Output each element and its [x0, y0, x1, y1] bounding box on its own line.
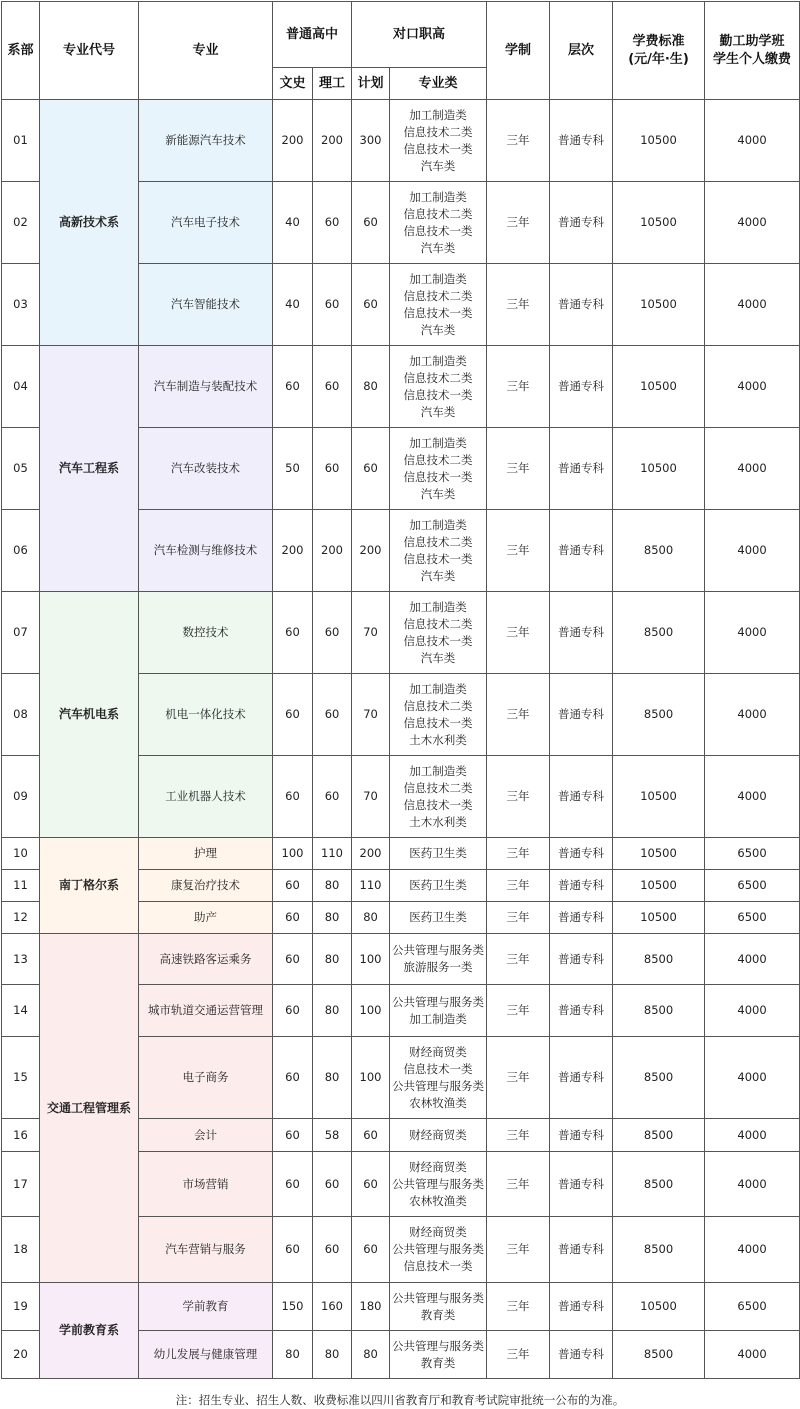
row-categories	[390, 346, 487, 428]
row-categories	[390, 182, 487, 264]
row-duration: 三年	[487, 182, 550, 264]
category-item: 信息技术二类	[403, 370, 473, 385]
row-categories	[390, 1152, 487, 1217]
row-duration: 三年	[487, 428, 550, 510]
row-level: 普通专科	[550, 510, 613, 592]
row-major: 助产	[139, 902, 273, 934]
row-categories	[390, 1331, 487, 1379]
row-categories	[390, 1283, 487, 1331]
row-fee: 8500	[613, 674, 705, 756]
row-ligong: 60	[313, 264, 352, 346]
row-work-fee: 4000	[705, 674, 800, 756]
row-ligong: 80	[313, 934, 352, 985]
row-work-fee: 6500	[705, 902, 800, 934]
row-fee: 8500	[613, 1331, 705, 1379]
row-work-fee: 4000	[705, 985, 800, 1037]
row-fee: 8500	[613, 1152, 705, 1217]
row-plan: 100	[352, 1037, 390, 1119]
category-item: 加工制造类	[409, 599, 467, 614]
row-work-fee: 4000	[705, 100, 800, 182]
row-fee: 8500	[613, 1119, 705, 1152]
category-item: 信息技术一类	[403, 305, 473, 320]
row-work-fee: 6500	[705, 870, 800, 902]
category-item: 汽车类	[420, 486, 456, 501]
row-plan: 70	[352, 756, 390, 838]
row-duration: 三年	[487, 985, 550, 1037]
row-code: 17	[2, 1152, 40, 1217]
row-plan: 60	[352, 1217, 390, 1283]
row-fee: 10500	[613, 756, 705, 838]
row-duration: 三年	[487, 264, 550, 346]
row-duration: 三年	[487, 346, 550, 428]
row-plan: 60	[352, 264, 390, 346]
row-work-fee: 4000	[705, 510, 800, 592]
row-wenshi: 200	[273, 510, 313, 592]
row-code: 09	[2, 756, 40, 838]
row-level: 普通专科	[550, 1152, 613, 1217]
row-fee: 8500	[613, 1037, 705, 1119]
row-ligong: 80	[313, 1331, 352, 1379]
row-work-fee: 4000	[705, 1152, 800, 1217]
table-row	[2, 100, 800, 182]
category-item: 信息技术一类	[403, 1259, 473, 1273]
category-item: 信息技术一类	[403, 551, 473, 566]
header-level: 层次	[550, 2, 613, 100]
row-code: 08	[2, 674, 40, 756]
row-fee: 8500	[613, 1217, 705, 1283]
row-code: 03	[2, 264, 40, 346]
category-item: 信息技术二类	[403, 534, 473, 549]
category-item: 公共管理与服务类	[392, 1242, 485, 1256]
row-duration: 三年	[487, 1217, 550, 1283]
category-item: 信息技术二类	[403, 124, 473, 139]
row-fee: 8500	[613, 510, 705, 592]
row-level: 普通专科	[550, 182, 613, 264]
row-fee: 10500	[613, 100, 705, 182]
row-fee: 10500	[613, 902, 705, 934]
row-duration: 三年	[487, 1283, 550, 1331]
header-ligong: 理工	[313, 68, 352, 100]
row-code: 16	[2, 1119, 40, 1152]
header-work-fee	[705, 2, 800, 100]
row-ligong: 200	[313, 510, 352, 592]
row-wenshi: 60	[273, 934, 313, 985]
row-plan: 60	[352, 1119, 390, 1152]
category-item: 旅游服务一类	[403, 960, 473, 974]
category-item: 汽车类	[420, 568, 456, 583]
row-ligong: 60	[313, 428, 352, 510]
row-plan: 100	[352, 934, 390, 985]
row-fee: 10500	[613, 428, 705, 510]
category-item: 农林牧渔类	[409, 1193, 467, 1208]
row-duration: 三年	[487, 902, 550, 934]
row-code: 19	[2, 1283, 40, 1331]
row-code: 18	[2, 1217, 40, 1283]
row-ligong: 80	[313, 870, 352, 902]
row-major: 学前教育	[139, 1283, 273, 1331]
row-code: 20	[2, 1331, 40, 1379]
row-major: 机电一体化技术	[139, 674, 273, 756]
row-duration: 三年	[487, 674, 550, 756]
row-fee: 8500	[613, 985, 705, 1037]
row-major: 幼儿发展与健康管理	[139, 1331, 273, 1379]
category-item: 加工制造类	[409, 271, 467, 286]
category-item: 汽车类	[420, 404, 456, 419]
row-wenshi: 150	[273, 1283, 313, 1331]
row-level: 普通专科	[550, 100, 613, 182]
category-item: 财经商贸类	[409, 1225, 467, 1239]
category-item: 公共管理与服务类	[392, 1078, 485, 1093]
row-code: 14	[2, 985, 40, 1037]
row-wenshi: 60	[273, 674, 313, 756]
row-level: 普通专科	[550, 838, 613, 870]
category-item: 财经商贸类	[409, 1127, 467, 1142]
row-wenshi: 50	[273, 428, 313, 510]
header-code: 专业代号	[40, 2, 139, 100]
header-fee-line1: 学费标准	[632, 33, 685, 49]
row-wenshi: 60	[273, 346, 313, 428]
row-fee: 8500	[613, 592, 705, 674]
dept-cell: 南丁格尔系	[40, 838, 139, 934]
footnote: 注：招生专业、招生人数、收费标准以四川省教育厅和教育考试院审批统一公布的为准。	[175, 1393, 625, 1407]
row-plan: 60	[352, 1152, 390, 1217]
row-categories	[390, 985, 487, 1037]
table-row	[2, 1283, 800, 1331]
header-duration: 学制	[487, 2, 550, 100]
row-code: 11	[2, 870, 40, 902]
row-work-fee: 4000	[705, 1119, 800, 1152]
row-major: 汽车智能技术	[139, 264, 273, 346]
category-item: 汽车类	[420, 650, 456, 665]
row-major: 新能源汽车技术	[139, 100, 273, 182]
row-major: 电子商务	[139, 1037, 273, 1119]
row-categories	[390, 100, 487, 182]
row-fee: 10500	[613, 264, 705, 346]
row-duration: 三年	[487, 838, 550, 870]
row-fee: 8500	[613, 934, 705, 985]
row-work-fee: 6500	[705, 1283, 800, 1331]
category-item: 信息技术一类	[403, 141, 473, 156]
row-plan: 300	[352, 100, 390, 182]
row-categories	[390, 510, 487, 592]
row-plan: 80	[352, 346, 390, 428]
row-categories	[390, 1037, 487, 1119]
row-wenshi: 60	[273, 592, 313, 674]
row-categories	[390, 1217, 487, 1283]
category-item: 汽车类	[420, 158, 456, 173]
row-work-fee: 4000	[705, 1037, 800, 1119]
category-item: 加工制造类	[409, 681, 467, 696]
row-categories	[390, 838, 487, 870]
row-wenshi: 60	[273, 870, 313, 902]
row-code: 01	[2, 100, 40, 182]
row-code: 12	[2, 902, 40, 934]
row-wenshi: 40	[273, 264, 313, 346]
row-work-fee: 4000	[705, 264, 800, 346]
row-work-fee: 4000	[705, 592, 800, 674]
row-major: 城市轨道交通运营管理	[139, 985, 273, 1037]
row-categories	[390, 592, 487, 674]
category-item: 公共管理与服务类	[392, 1176, 485, 1191]
category-item: 信息技术一类	[403, 1061, 473, 1076]
row-ligong: 60	[313, 1152, 352, 1217]
row-categories	[390, 934, 487, 985]
row-level: 普通专科	[550, 870, 613, 902]
row-duration: 三年	[487, 1331, 550, 1379]
row-duration: 三年	[487, 756, 550, 838]
dept-cell: 交通工程管理系	[40, 934, 139, 1283]
row-level: 普通专科	[550, 1331, 613, 1379]
row-major: 汽车检测与维修技术	[139, 510, 273, 592]
row-work-fee: 4000	[705, 346, 800, 428]
row-categories	[390, 756, 487, 838]
header-wenshi: 文史	[273, 68, 313, 100]
dept-cell: 汽车工程系	[40, 346, 139, 592]
category-item: 公共管理与服务类	[392, 943, 485, 957]
header-vocational: 对口职高	[352, 2, 487, 68]
dept-cell: 学前教育系	[40, 1283, 139, 1379]
row-major: 护理	[139, 838, 273, 870]
row-ligong: 110	[313, 838, 352, 870]
row-categories	[390, 674, 487, 756]
row-work-fee: 4000	[705, 428, 800, 510]
row-categories	[390, 1119, 487, 1152]
category-item: 信息技术一类	[403, 715, 473, 730]
dept-cell: 高新技术系	[40, 100, 139, 346]
row-major: 高速铁路客运乘务	[139, 934, 273, 985]
header-category: 专业类	[390, 68, 487, 100]
row-major: 会计	[139, 1119, 273, 1152]
row-code: 07	[2, 592, 40, 674]
category-item: 信息技术一类	[403, 469, 473, 484]
row-fee: 10500	[613, 870, 705, 902]
row-wenshi: 60	[273, 1119, 313, 1152]
header-major: 专业	[139, 2, 273, 100]
table-row	[2, 346, 800, 428]
row-plan: 110	[352, 870, 390, 902]
category-item: 农林牧渔类	[409, 1095, 467, 1110]
row-plan: 60	[352, 428, 390, 510]
row-duration: 三年	[487, 592, 550, 674]
row-level: 普通专科	[550, 1037, 613, 1119]
table-row	[2, 838, 800, 870]
category-item: 医药卫生类	[409, 846, 467, 860]
row-code: 13	[2, 934, 40, 985]
header-work-line2: 学生个人缴费	[713, 51, 792, 67]
row-major: 汽车改装技术	[139, 428, 273, 510]
row-ligong: 60	[313, 346, 352, 428]
row-ligong: 60	[313, 1217, 352, 1283]
row-fee: 10500	[613, 346, 705, 428]
enrollment-table	[1, 1, 800, 1379]
category-item: 信息技术一类	[403, 387, 473, 402]
category-item: 信息技术二类	[403, 780, 473, 795]
category-item: 信息技术二类	[403, 288, 473, 303]
category-item: 公共管理与服务类	[392, 994, 485, 1009]
row-code: 05	[2, 428, 40, 510]
row-ligong: 58	[313, 1119, 352, 1152]
category-item: 公共管理与服务类	[392, 1290, 485, 1305]
row-major: 康复治疗技术	[139, 870, 273, 902]
category-item: 信息技术二类	[403, 698, 473, 713]
row-ligong: 60	[313, 756, 352, 838]
category-item: 教育类	[420, 1355, 456, 1370]
row-level: 普通专科	[550, 346, 613, 428]
row-level: 普通专科	[550, 934, 613, 985]
row-fee: 10500	[613, 182, 705, 264]
row-wenshi: 60	[273, 1037, 313, 1119]
row-ligong: 60	[313, 182, 352, 264]
category-item: 财经商贸类	[409, 1159, 467, 1174]
row-code: 02	[2, 182, 40, 264]
row-level: 普通专科	[550, 592, 613, 674]
table-row	[2, 934, 800, 985]
row-work-fee: 6500	[705, 838, 800, 870]
row-duration: 三年	[487, 934, 550, 985]
row-ligong: 60	[313, 674, 352, 756]
header-plan: 计划	[352, 68, 390, 100]
category-item: 财经商贸类	[409, 1044, 467, 1059]
row-plan: 200	[352, 838, 390, 870]
row-major: 汽车电子技术	[139, 182, 273, 264]
row-categories	[390, 870, 487, 902]
row-categories	[390, 902, 487, 934]
row-level: 普通专科	[550, 902, 613, 934]
row-level: 普通专科	[550, 264, 613, 346]
category-item: 加工制造类	[409, 107, 467, 122]
row-categories	[390, 264, 487, 346]
row-code: 06	[2, 510, 40, 592]
table-row	[2, 592, 800, 674]
header-work-line1: 勤工助学班	[719, 33, 785, 49]
row-wenshi: 80	[273, 1331, 313, 1379]
row-level: 普通专科	[550, 985, 613, 1037]
row-wenshi: 100	[273, 838, 313, 870]
row-plan: 70	[352, 592, 390, 674]
row-major: 工业机器人技术	[139, 756, 273, 838]
row-wenshi: 60	[273, 902, 313, 934]
category-item: 信息技术二类	[403, 616, 473, 631]
header-general: 普通高中	[273, 2, 352, 68]
row-work-fee: 4000	[705, 1331, 800, 1379]
category-item: 加工制造类	[409, 1011, 467, 1026]
row-ligong: 80	[313, 1037, 352, 1119]
row-wenshi: 40	[273, 182, 313, 264]
row-level: 普通专科	[550, 1119, 613, 1152]
row-work-fee: 4000	[705, 756, 800, 838]
row-ligong: 160	[313, 1283, 352, 1331]
category-item: 汽车类	[420, 240, 456, 255]
category-item: 土木水利类	[409, 732, 467, 747]
category-item: 信息技术二类	[403, 452, 473, 467]
row-wenshi: 60	[273, 1152, 313, 1217]
category-item: 信息技术二类	[403, 206, 473, 221]
category-item: 公共管理与服务类	[392, 1338, 485, 1353]
row-plan: 200	[352, 510, 390, 592]
row-major: 汽车制造与装配技术	[139, 346, 273, 428]
row-categories	[390, 428, 487, 510]
row-code: 04	[2, 346, 40, 428]
row-duration: 三年	[487, 100, 550, 182]
dept-cell: 汽车机电系	[40, 592, 139, 838]
row-duration: 三年	[487, 1119, 550, 1152]
category-item: 加工制造类	[409, 353, 467, 368]
category-item: 医药卫生类	[409, 910, 467, 924]
row-level: 普通专科	[550, 756, 613, 838]
row-wenshi: 60	[273, 1217, 313, 1283]
category-item: 教育类	[420, 1307, 456, 1322]
table-body	[2, 100, 800, 1379]
row-ligong: 80	[313, 985, 352, 1037]
row-code: 10	[2, 838, 40, 870]
row-major: 汽车营销与服务	[139, 1217, 273, 1283]
category-item: 加工制造类	[409, 763, 467, 778]
header-fee-line2: (元/年·生)	[628, 51, 689, 67]
row-level: 普通专科	[550, 1217, 613, 1283]
row-ligong: 80	[313, 902, 352, 934]
row-plan: 100	[352, 985, 390, 1037]
row-plan: 80	[352, 902, 390, 934]
row-work-fee: 4000	[705, 934, 800, 985]
row-major: 数控技术	[139, 592, 273, 674]
category-item: 信息技术一类	[403, 223, 473, 238]
row-work-fee: 4000	[705, 182, 800, 264]
row-plan: 70	[352, 674, 390, 756]
row-plan: 180	[352, 1283, 390, 1331]
row-duration: 三年	[487, 510, 550, 592]
row-wenshi: 60	[273, 756, 313, 838]
row-plan: 60	[352, 182, 390, 264]
category-item: 加工制造类	[409, 189, 467, 204]
row-duration: 三年	[487, 1152, 550, 1217]
row-duration: 三年	[487, 870, 550, 902]
header-fee	[613, 2, 705, 100]
row-wenshi: 60	[273, 985, 313, 1037]
row-level: 普通专科	[550, 1283, 613, 1331]
category-item: 加工制造类	[409, 435, 467, 450]
row-ligong: 60	[313, 592, 352, 674]
row-wenshi: 200	[273, 100, 313, 182]
row-code: 15	[2, 1037, 40, 1119]
category-item: 医药卫生类	[409, 878, 467, 892]
row-fee: 10500	[613, 838, 705, 870]
row-fee: 10500	[613, 1283, 705, 1331]
category-item: 汽车类	[420, 322, 456, 337]
row-work-fee: 4000	[705, 1217, 800, 1283]
row-plan: 80	[352, 1331, 390, 1379]
row-ligong: 200	[313, 100, 352, 182]
row-level: 普通专科	[550, 674, 613, 756]
header-dept: 系部	[2, 2, 40, 100]
category-item: 加工制造类	[409, 517, 467, 532]
category-item: 信息技术一类	[403, 633, 473, 648]
category-item: 土木水利类	[409, 814, 467, 829]
row-major: 市场营销	[139, 1152, 273, 1217]
row-duration: 三年	[487, 1037, 550, 1119]
category-item: 信息技术一类	[403, 797, 473, 812]
row-level: 普通专科	[550, 428, 613, 510]
